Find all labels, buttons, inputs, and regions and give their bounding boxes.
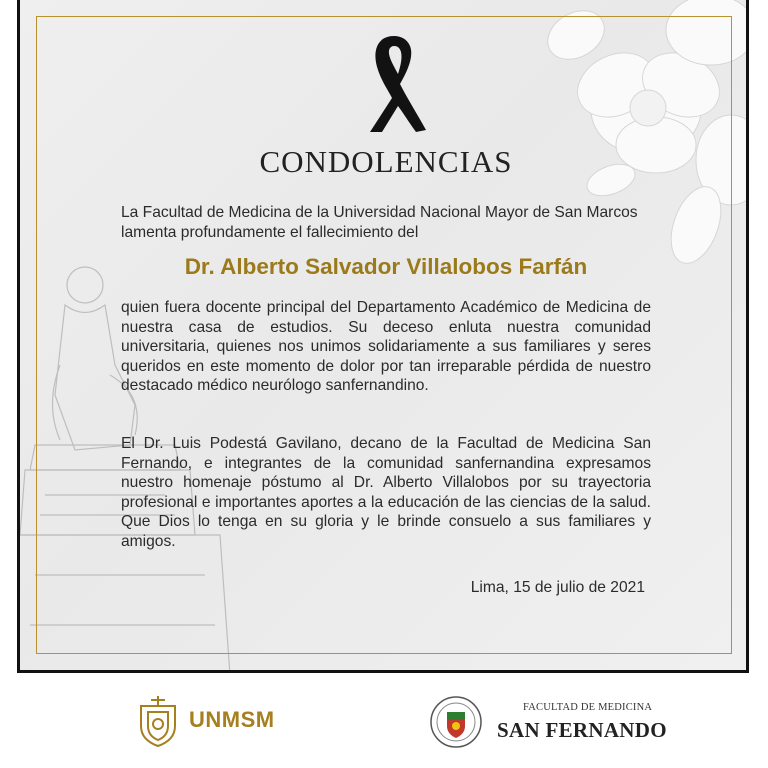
faculty-big-label: SAN FERNANDO (497, 718, 667, 742)
faculty-seal-icon (430, 696, 482, 748)
paragraph-1: quien fuera docente principal del Departamento Académico de Medicina de nuestra casa de estudios. Su deceso enluta nuestra comunidad universitaria, quienes nos unimos solidariamente a sus familiares y seres queridos en este momento de dolor por tan irreparable pérdida de nuestro destacado médico neurólogo sanfernandino. (121, 299, 651, 395)
footer-logos (0, 676, 768, 768)
unmsm-crest-icon (135, 696, 181, 748)
intro-text: La Facultad de Medicina de la Universidad Nacional Mayor de San Marcos lamenta profundamente el fallecimiento del (121, 204, 638, 241)
page-title: CONDOLENCIAS (259, 144, 513, 179)
faculty-small-label: FACULTAD DE MEDICINA (523, 702, 653, 713)
unmsm-label: UNMSM (189, 707, 275, 732)
date-line: Lima, 15 de julio de 2021 (470, 579, 645, 596)
paragraph-2: El Dr. Luis Podestá Gavilano, decano de la Facultad de Medicina San Fernando, e integrantes de la comunidad sanfernandina expresamos nuestro homenaje póstumo al Dr. Alberto Villalobos por su trayectoria profesional e importantes aportes a la educación de las ciencias de la salud. Que Dios lo tenga en su gloria y le brinde consuelo a sus familiares y amigos. (121, 435, 651, 550)
condolence-card (17, 0, 749, 673)
deceased-name: Dr. Alberto Salvador Villalobos Farfán (184, 254, 588, 279)
black-mourning-ribbon-icon (354, 28, 434, 138)
